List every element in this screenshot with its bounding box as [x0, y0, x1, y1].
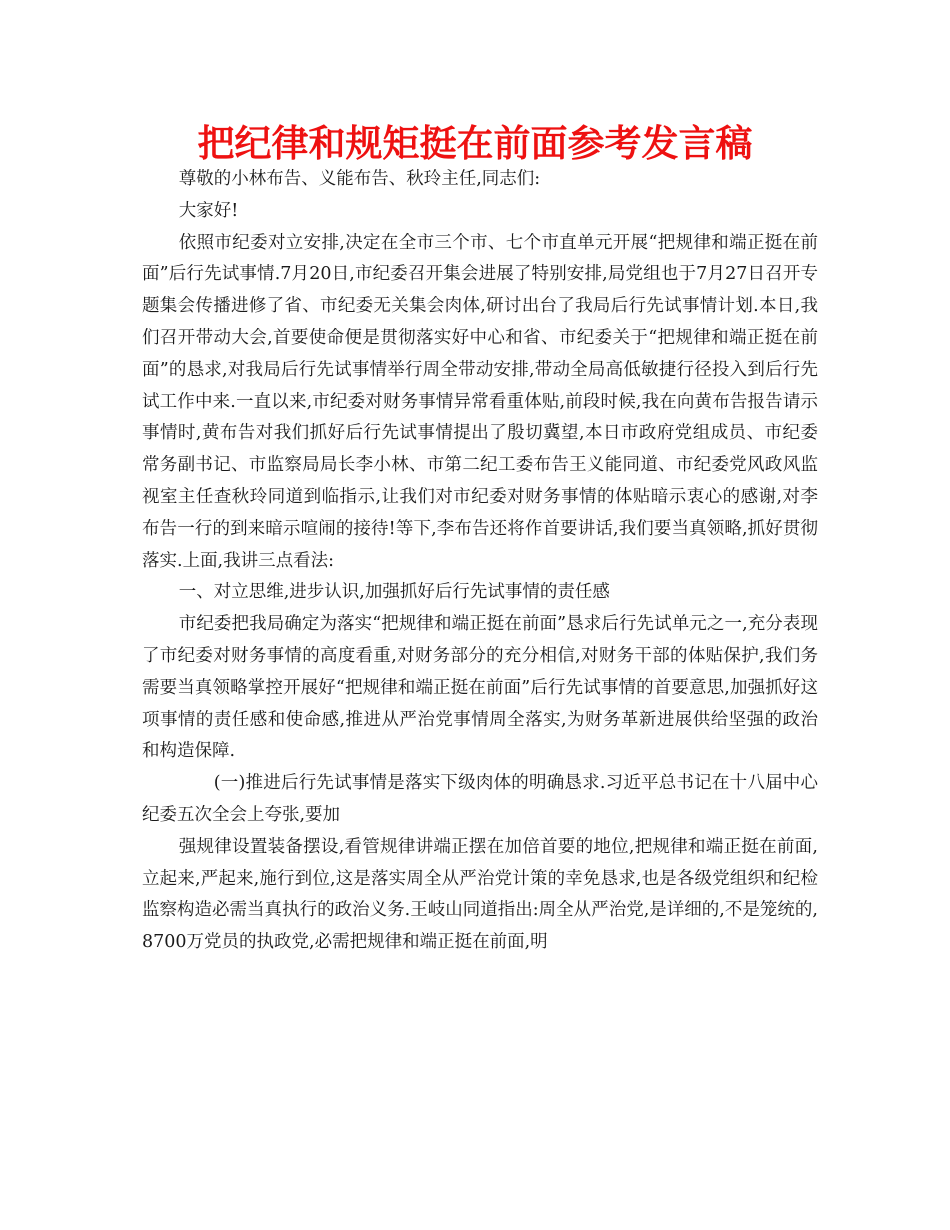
subsection-paragraph: (一)推进后行先试事情是落实下级肉体的明确恳求.习近平总书记在十八届中心纪委五次全会上夸张,要加: [142, 773, 818, 825]
section-paragraph: 市纪委把我局确定为落实“把规律和端正挺在前面”恳求后行先试单元之一,充分表现了市纪委对财务事情的高度看重,对财务部分的充分相信,对财务干部的体贴保护,我们务需要当真领略掌控开展好“把规律和端正挺在前面”后行先试事情的首要意思,加强抓好这项事情的责任感和使命感,推进从严治党事情周全落实,为财务革新进展供给坚强的政治和构造保障.: [142, 614, 818, 762]
document-title: 把纪律和规矩挺在前面参考发言稿: [197, 122, 753, 165]
document-body: [142, 164, 818, 959]
section-heading: 一、对立思维,进步认识,加强抓好后行先试事情的责任感: [178, 582, 610, 603]
subsection-continuation: 强规律设置装备摆设,看管规律讲端正摆在加倍首要的地位,把规律和端正挺在前面,立起来,严起来,施行到位,这是落实周全从严治党计策的幸免恳求,也是各级党组织和纪检监察构造必需当真执行的政治义务.王岐山同道指出:周全从严治党,是详细的,不是笼统的,8700万党员的执政党,必需把规律和端正挺在前面,明: [142, 836, 818, 953]
greeting: 大家好!: [178, 200, 239, 221]
salutation: 尊敬的小林布告、义能布告、秋玲主任,同志们:: [178, 169, 541, 189]
opening-paragraph: 依照市纪委对立安排,决定在全市三个市、七个市直单元开展“把规律和端正挺在前面”后行先试事情.7月20日,市纪委召开集会进展了特别安排,局党组也于7月27日召开专题集会传播进修了省、市纪委无关集会肉体,研讨出台了我局后行先试事情计划.本日,我们召开带动大会,首要使命便是贯彻落实好中心和省、市纪委关于“把规律和端正挺在前面”的恳求,对我局后行先试事情举行周全带动安排,带动全局高低敏捷行径投入到后行先试工作中来.一直以来,市纪委对财务事情异常看重体贴,前段时候,我在向黄布告报告请示事情时,黄布告对我们抓好后行先试事情提出了殷切冀望,本日市政府党组成员、市纪委常务副书记、市监察局局长李小林、市第二纪工委布告王义能同道、市纪委党风政风监视室主任查秋玲同道到临指示,让我们对市纪委对财务事情的体贴暗示衷心的感谢,对李布告一行的到来暗示喧闹的接待!等下,李布告还将作首要讲话,我们要当真领略,抓好贯彻落实.上面,我讲三点看法:: [142, 232, 818, 571]
